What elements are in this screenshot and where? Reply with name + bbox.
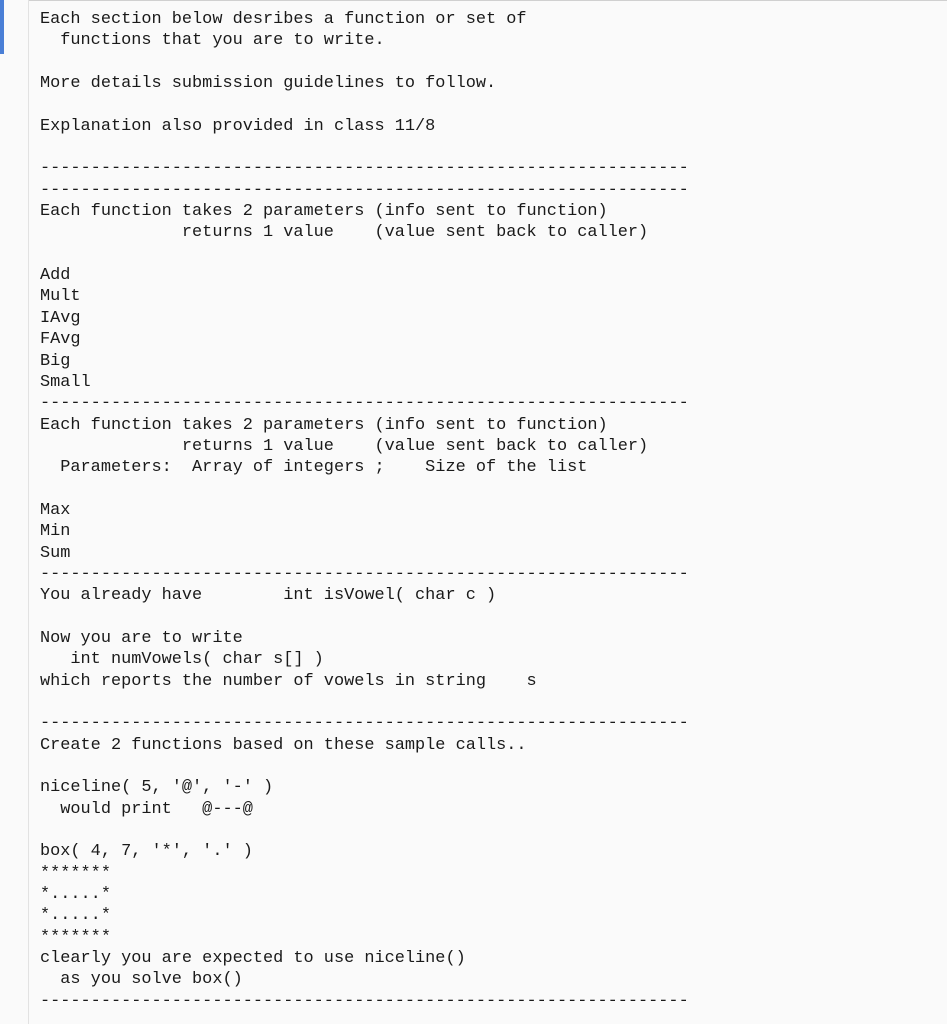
function-name: IAvg [40, 308, 81, 328]
function-name: Add [40, 266, 71, 286]
blank-line [40, 479, 689, 500]
text-line: More details submission guidelines to follow. [40, 74, 497, 94]
function-name: Big [40, 351, 71, 371]
text-line: as you solve box() [40, 970, 243, 990]
text-line: Explanation also provided in class 11/8 [40, 116, 436, 136]
text-line: You already have int isVowel( char c ) [40, 586, 497, 606]
blank-line [40, 756, 689, 777]
box-output-line: *.....* [40, 906, 111, 926]
blank-line [40, 607, 689, 628]
text-line: Parameters: Array of integers ; Size of the list [40, 458, 588, 478]
text-line: Create 2 functions based on these sample calls.. [40, 735, 527, 755]
function-name: Small [40, 372, 91, 392]
text-line: Now you are to write [40, 628, 243, 648]
box-output-line: ******* [40, 927, 111, 947]
text-line: Each section below desribes a function or set of [40, 10, 527, 29]
top-border [28, 0, 947, 1]
dashed-separator: ---------------------------------------------------------------- [40, 159, 689, 179]
dashed-separator: ---------------------------------------------------------------- [40, 394, 689, 414]
box-output-line: *.....* [40, 885, 111, 905]
dashed-separator: ---------------------------------------------------------------- [40, 564, 689, 584]
dashed-separator: ---------------------------------------------------------------- [40, 180, 689, 200]
function-name: Mult [40, 287, 81, 307]
function-name: Min [40, 522, 71, 542]
text-line: returns 1 value (value sent back to caller) [40, 223, 649, 243]
blank-line [40, 52, 689, 73]
dashed-separator: ---------------------------------------------------------------- [40, 714, 689, 734]
function-name: Max [40, 500, 71, 520]
blank-line [40, 244, 689, 265]
code-line: niceline( 5, '@', '-' ) [40, 778, 274, 798]
assignment-text [40, 9, 689, 1012]
selection-indicator [0, 0, 4, 54]
box-output-line: ******* [40, 863, 111, 883]
function-name: Sum [40, 543, 71, 563]
dashed-separator: ---------------------------------------------------------------- [40, 991, 689, 1011]
text-line: would print @---@ [40, 799, 253, 819]
text-line: returns 1 value (value sent back to caller) [40, 436, 649, 456]
blank-line [40, 692, 689, 713]
text-line: Each function takes 2 parameters (info sent to function) [40, 202, 608, 222]
text-line: which reports the number of vowels in string s [40, 671, 537, 691]
code-line: int numVowels( char s[] ) [40, 650, 324, 670]
left-rule [28, 0, 29, 1024]
blank-line [40, 137, 689, 158]
text-line: Each function takes 2 parameters (info sent to function) [40, 415, 608, 435]
code-line: box( 4, 7, '*', '.' ) [40, 842, 253, 862]
function-name: FAvg [40, 330, 81, 350]
blank-line [40, 820, 689, 841]
text-line: functions that you are to write. [40, 31, 385, 51]
text-line: clearly you are expected to use niceline() [40, 949, 466, 969]
blank-line [40, 94, 689, 115]
